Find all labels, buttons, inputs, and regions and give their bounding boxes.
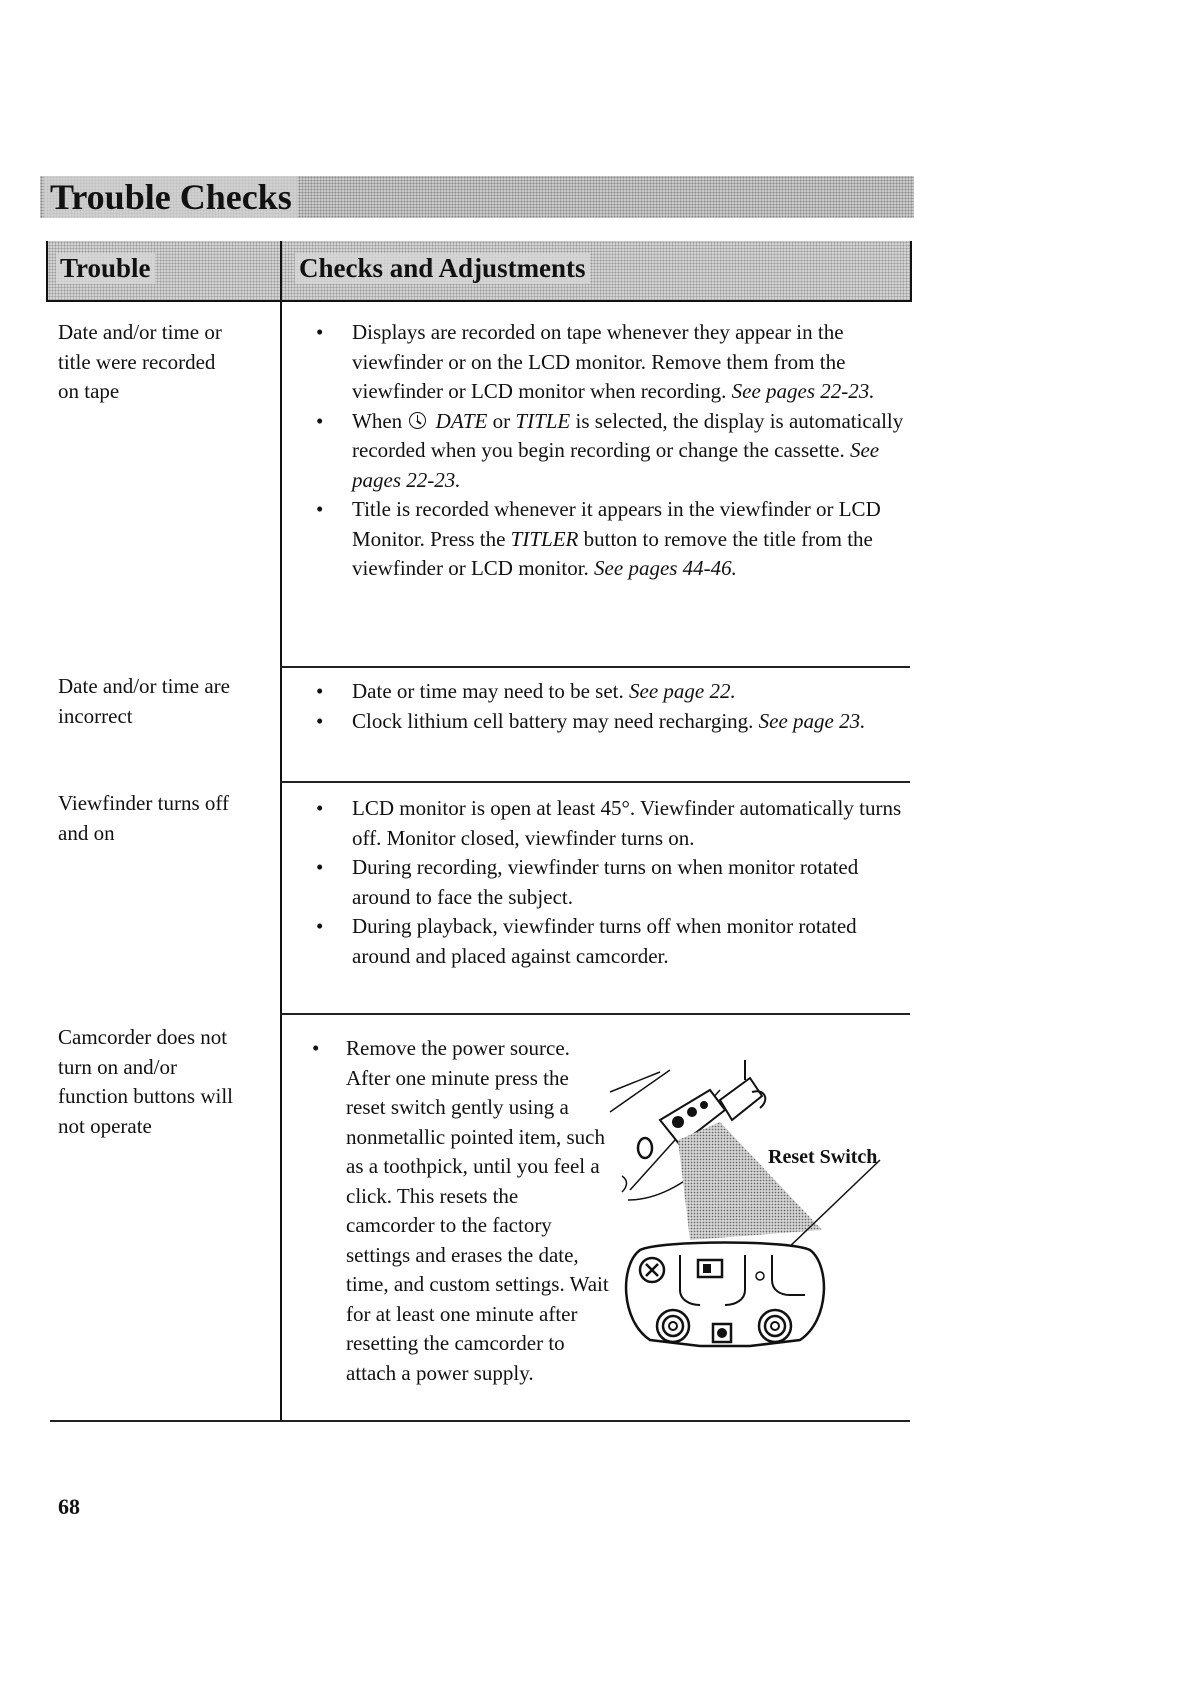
header-bottom-rule <box>46 300 912 302</box>
header-trouble-cell <box>46 241 281 301</box>
trouble-line: function buttons will <box>58 1084 233 1108</box>
trouble-line: incorrect <box>58 703 133 728</box>
trouble-line: Date and/or time or <box>58 320 222 344</box>
table-bottom-rule <box>50 1420 910 1422</box>
clock-icon <box>409 412 426 429</box>
button-term: DATE <box>435 408 488 433</box>
row-rule <box>280 666 910 668</box>
trouble-cell <box>58 1023 268 1141</box>
page-reference: See pages 44-46. <box>594 556 737 580</box>
column-divider <box>280 241 282 1421</box>
trouble-cell <box>58 789 268 848</box>
reset-switch-illustration <box>600 1050 900 1370</box>
check-text: During recording, viewfinder turns on when monitor rotated around to face the subject. <box>352 855 859 909</box>
check-text: is selected, the display is automatically recorded when you begin recording or change the cassette. <box>352 408 904 462</box>
check-text: Displays are recorded on tape whenever they appear in the viewfinder or on the LCD monitor. Remove them from the viewfinder or LCD monitor when recording. <box>352 320 846 403</box>
check-text: When <box>352 408 403 433</box>
page-number: 68 <box>58 1494 80 1519</box>
checks-list <box>316 794 916 971</box>
trouble-cell <box>58 672 268 731</box>
trouble-line: on tape <box>58 379 120 403</box>
header-checks: Checks and Adjustments <box>295 253 590 284</box>
trouble-line: Viewfinder turns off <box>58 791 229 815</box>
checks-list <box>316 318 916 584</box>
list-item <box>316 407 916 496</box>
list-item <box>312 1034 612 1388</box>
list-item <box>316 707 916 737</box>
check-text: LCD monitor is open at least 45°. Viewfinder automatically turns off. Monitor closed, viewfinder turns on. <box>352 796 902 850</box>
trouble-line: not operate <box>58 1113 152 1138</box>
list-item <box>316 912 916 971</box>
page-reference: See page 23. <box>758 708 866 733</box>
trouble-line: turn on and/or <box>58 1054 177 1079</box>
row-rule <box>280 781 910 783</box>
checks-list <box>312 1034 612 1388</box>
trouble-cell <box>58 318 268 407</box>
trouble-line: Date and/or time are <box>58 674 230 698</box>
page-reference: See pages 22-23. <box>352 438 880 492</box>
button-term: TITLE <box>515 408 571 433</box>
check-text: or <box>492 408 511 433</box>
list-item <box>316 318 916 407</box>
list-item <box>316 853 916 912</box>
section-banner <box>40 176 914 218</box>
check-text: Clock lithium cell battery may need recharging. <box>352 708 754 733</box>
section-title: Trouble Checks <box>44 176 298 218</box>
page-reference: See page 22. <box>629 679 736 703</box>
list-item <box>316 794 916 853</box>
check-text: Title is recorded whenever it appears in the viewfinder or LCD Monitor. Press the <box>352 497 881 551</box>
button-term: TITLER <box>510 526 579 551</box>
list-item <box>316 677 916 707</box>
header-trouble: Trouble <box>56 253 155 284</box>
list-item <box>316 495 916 584</box>
reset-switch-label: Reset Switch <box>768 1146 878 1168</box>
trouble-line: Camcorder does not <box>58 1025 228 1049</box>
trouble-line: title were recorded <box>58 349 216 374</box>
check-text: During playback, viewfinder turns off when monitor rotated around and placed against camcorder. <box>352 914 857 968</box>
check-text: Remove the power source. After one minute press the reset switch gently using a nonmetallic pointed item, such as a toothpick, until you feel a click. This resets the camcorder to the factory settings and erases the date, time, and custom settings. Wait for at least one minute after resetting the camcorder to attach a power supply. <box>346 1036 609 1385</box>
header-checks-cell <box>281 241 912 301</box>
check-text: Date or time may need to be set. <box>352 679 624 703</box>
page-reference: See pages 22-23. <box>731 379 875 403</box>
check-text: button to remove the title from the viewfinder or LCD monitor. <box>352 526 873 580</box>
checks-list <box>316 677 916 736</box>
row-rule <box>280 1013 910 1015</box>
trouble-line: and on <box>58 820 115 845</box>
